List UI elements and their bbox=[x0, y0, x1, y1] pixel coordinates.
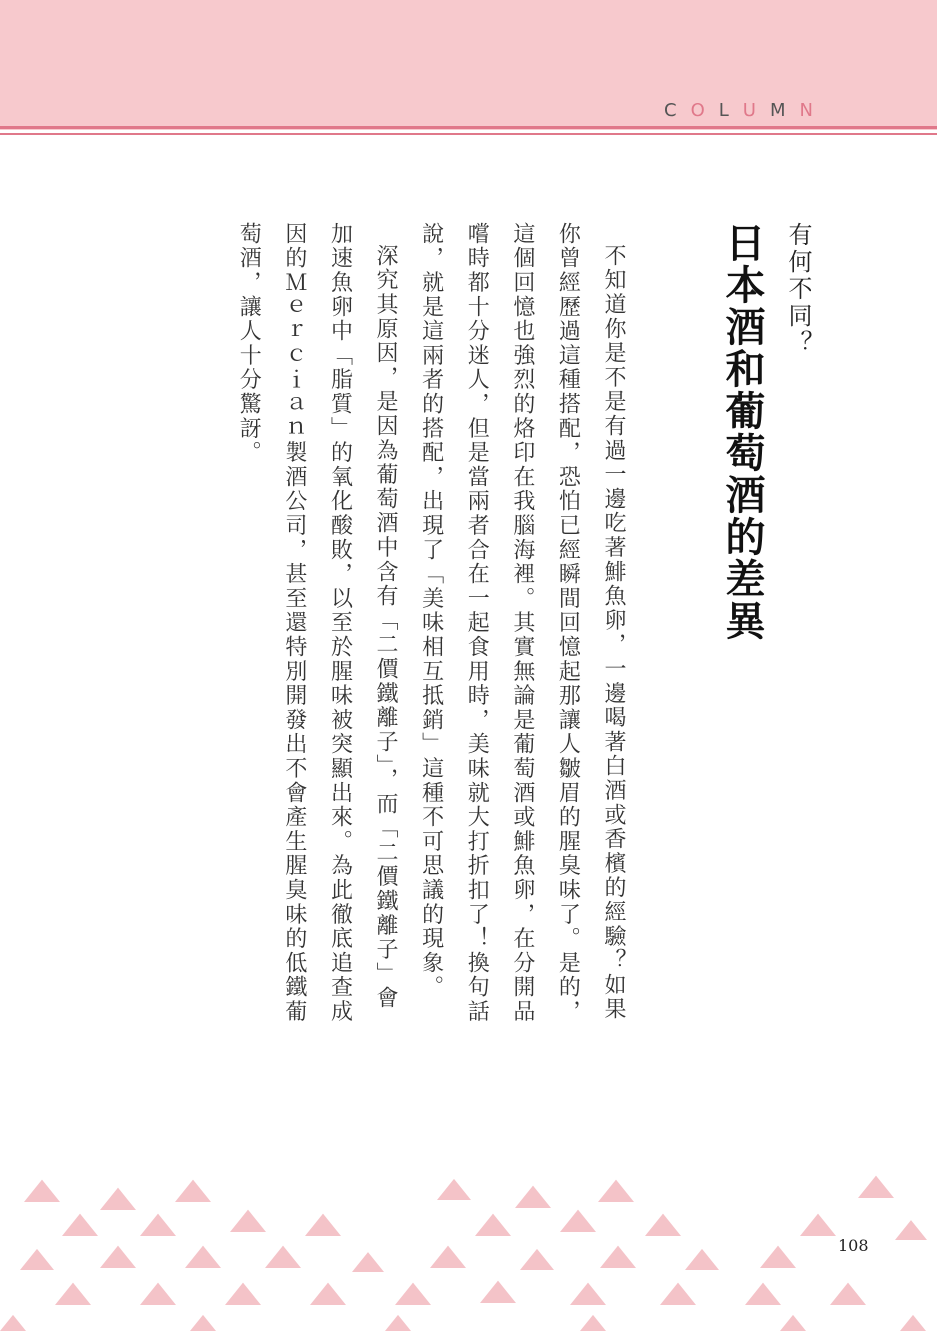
triangle-shape bbox=[598, 1180, 634, 1202]
column-letter: U bbox=[742, 100, 757, 121]
triangle-shape bbox=[858, 1176, 894, 1198]
triangle-shape bbox=[62, 1214, 98, 1236]
triangle-shape bbox=[660, 1283, 696, 1305]
triangle-shape bbox=[430, 1246, 466, 1268]
triangle-shape bbox=[140, 1283, 176, 1305]
triangle-shape bbox=[560, 1210, 596, 1232]
column-letter: C bbox=[664, 100, 678, 121]
triangle-shape bbox=[20, 1249, 54, 1270]
page-number: 108 bbox=[838, 1236, 869, 1255]
triangle-shape bbox=[475, 1214, 511, 1236]
header-stripe bbox=[0, 133, 937, 135]
triangle-shape bbox=[437, 1179, 471, 1200]
column-letter: L bbox=[718, 100, 730, 121]
triangle-shape bbox=[645, 1214, 681, 1236]
triangle-shape bbox=[685, 1249, 719, 1270]
triangle-shape bbox=[570, 1283, 606, 1305]
triangle-shape bbox=[24, 1180, 60, 1202]
triangle-shape bbox=[800, 1214, 836, 1236]
triangle-shape bbox=[580, 1315, 606, 1331]
triangle-shape bbox=[230, 1210, 266, 1232]
triangle-shape bbox=[175, 1180, 211, 1202]
triangle-shape bbox=[600, 1246, 636, 1268]
triangle-shape bbox=[185, 1246, 221, 1268]
triangle-shape bbox=[190, 1315, 216, 1331]
triangle-shape bbox=[830, 1283, 866, 1305]
column-label bbox=[664, 100, 814, 121]
triangle-shape bbox=[55, 1283, 91, 1305]
triangle-shape bbox=[780, 1315, 806, 1331]
triangle-shape bbox=[520, 1249, 554, 1270]
triangle-shape bbox=[385, 1315, 411, 1331]
triangle-shape bbox=[745, 1283, 781, 1305]
triangle-shape bbox=[305, 1214, 341, 1236]
triangle-shape bbox=[225, 1283, 261, 1305]
column-letter: N bbox=[799, 100, 814, 121]
article-title: 日本酒和葡萄酒的差異 bbox=[719, 222, 765, 642]
triangle-shape bbox=[100, 1188, 136, 1210]
triangle-shape bbox=[100, 1246, 136, 1268]
triangle-shape bbox=[395, 1283, 431, 1305]
body-paragraph: 不知道你是不是有過一邊吃著鯡魚卵，一邊喝著白酒或香檳的經驗？如果你曾經歷過這種搭配，恐怕已經瞬間回憶起那讓人皺眉的腥臭味了。是的，這個回憶也強烈的烙印在我腦海裡。其實無論是葡萄酒或鯡魚卵，在分開品嚐時都十分迷人，但是當兩者合在一起食用時，美味就大打折扣了！換句話說，就是這兩者的搭配，出現了「美味相互抵銷」這種不可思議的現象。 bbox=[418, 222, 626, 1024]
triangle-pattern bbox=[0, 1170, 937, 1331]
triangle-shape bbox=[760, 1246, 796, 1268]
triangle-shape bbox=[515, 1186, 551, 1208]
triangle-shape bbox=[140, 1214, 176, 1236]
triangle-shape bbox=[480, 1281, 516, 1303]
column-letter: O bbox=[690, 100, 706, 121]
body-paragraph: 深究其原因，是因為葡萄酒中含有「二價鐵離子」，而「二價鐵離子」會加速魚卵中「脂質」的氧化酸敗，以至於腥味被突顯出來。為此徹底追查成因的Ｍｅｒｃｉａｎ製酒公司，甚至還特別開發出不會產生腥臭味的低鐵葡萄酒，讓人十分驚訝。 bbox=[236, 222, 399, 1024]
article-body bbox=[236, 222, 636, 1032]
triangle-shape bbox=[310, 1283, 346, 1305]
triangle-shape bbox=[895, 1220, 927, 1240]
header-stripe bbox=[0, 126, 937, 129]
column-letter: M bbox=[769, 100, 787, 121]
triangle-shape bbox=[265, 1246, 301, 1268]
triangle-shape bbox=[900, 1315, 926, 1331]
triangle-shape bbox=[0, 1315, 26, 1331]
triangle-shape bbox=[352, 1252, 384, 1272]
article-subtitle: 有何不同？ bbox=[784, 222, 812, 357]
